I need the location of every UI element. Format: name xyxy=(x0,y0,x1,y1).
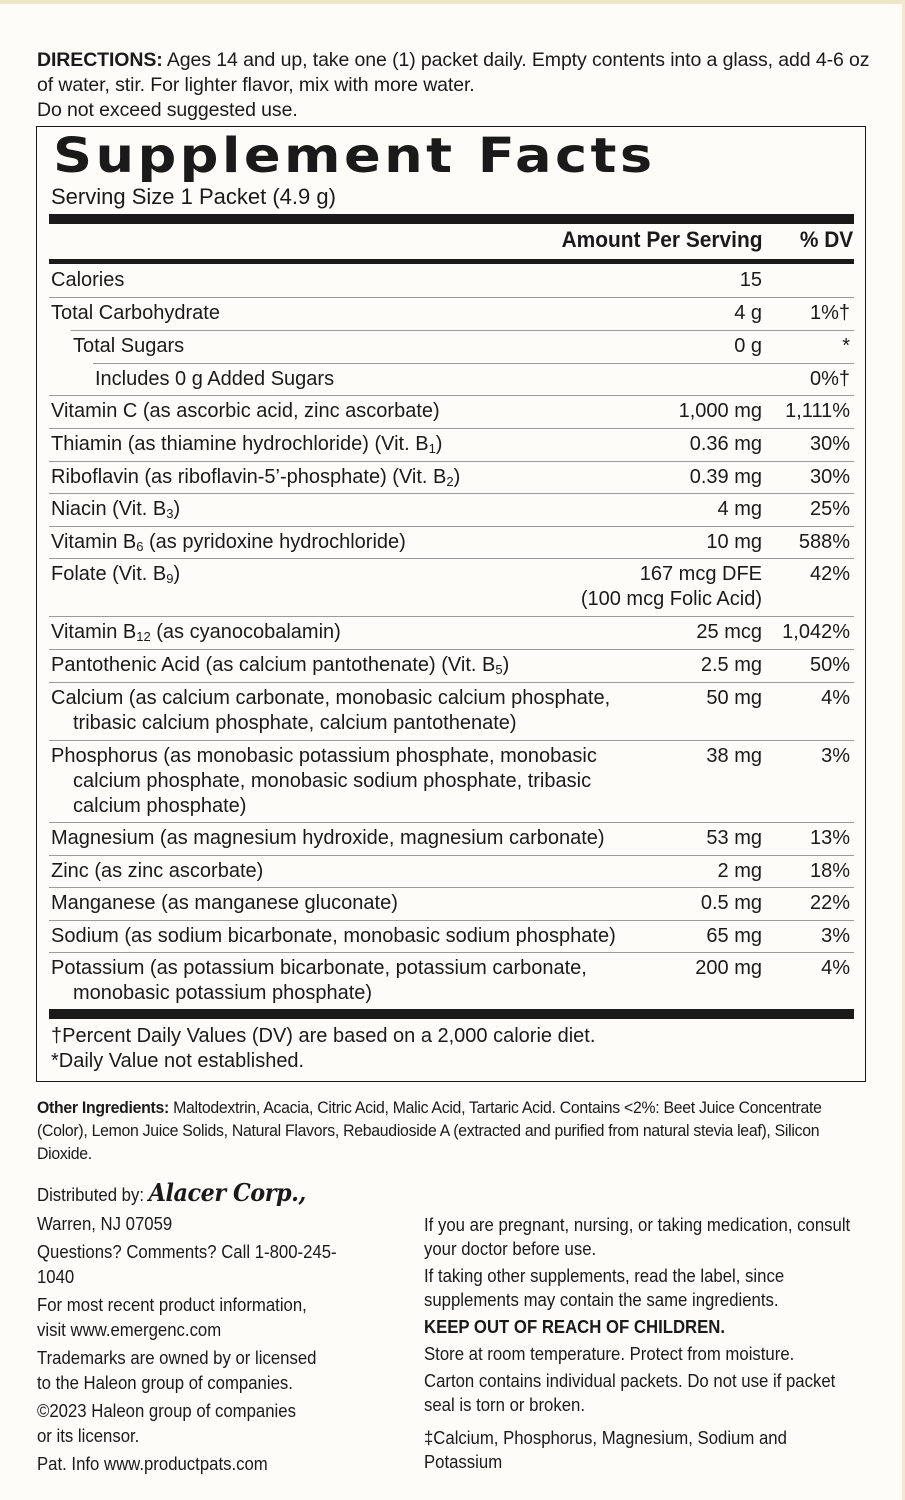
directions-warning: Do not exceed suggested use. xyxy=(37,99,298,121)
nutrient-dv: 50% xyxy=(809,654,850,676)
nutrient-dv: * xyxy=(842,335,850,357)
nutrient-amount: 50 mg xyxy=(706,687,762,709)
table-row xyxy=(49,887,854,920)
directions-label: DIRECTIONS: xyxy=(37,49,163,71)
keep-out-of-reach: KEEP OUT OF REACH OF CHILDREN. xyxy=(424,1317,726,1337)
table-row xyxy=(49,493,854,526)
serving-size: Serving Size 1 Packet (4.9 g) xyxy=(51,184,336,209)
supplements-warning-1: If taking other supplements, read the label, since xyxy=(424,1266,785,1286)
nutrient-dv: 30% xyxy=(809,433,850,455)
table-row xyxy=(49,461,854,494)
nutrient-amount: 1,000 mg xyxy=(678,400,762,422)
distributor-city: Warren, NJ 07059 xyxy=(37,1214,173,1234)
table-row xyxy=(49,616,854,649)
nutrient-name: Vitamin C (as ascorbic acid, zinc ascorbate) xyxy=(51,400,440,422)
nutrient-amount: 167 mcg DFE (100 mcg Folic Acid) xyxy=(580,563,762,610)
nutrient-dv: 1,111% xyxy=(785,400,850,422)
nutrient-name: Manganese (as manganese gluconate) xyxy=(51,892,398,914)
distributed-by-label: Distributed by: xyxy=(37,1185,149,1205)
nutrient-dv: 30% xyxy=(809,466,850,488)
warnings-info xyxy=(424,1213,861,1477)
table-row xyxy=(49,395,854,428)
nutrient-name: Folate (Vit. $B_9$) xyxy=(51,563,181,586)
nutrient-amount: 0.36 mg xyxy=(689,433,762,455)
nutrient-name: Potassium (as potassium bicarbonate, potassium carbonate, monobasic potassium phosphate) xyxy=(51,957,587,1004)
nutrient-amount: 53 mg xyxy=(706,827,762,849)
footnote-not-established: *Daily Value not established. xyxy=(51,1050,305,1072)
header-dv: % DV xyxy=(799,227,853,252)
alacer-corp-logo: Alacer Corp., xyxy=(148,1178,306,1207)
nutrient-dv: 4% xyxy=(821,957,850,979)
nutrient-amount: 25 mcg xyxy=(696,621,762,643)
table-row xyxy=(49,526,854,559)
nutrient-name: Total Carbohydrate xyxy=(51,302,220,324)
table-row xyxy=(49,822,854,855)
directions-body: Ages 14 and up, take one (1) packet daily. Empty contents into a glass, add 4-6 oz of water, stir. For lighter flavor, mix with more water. xyxy=(37,49,870,96)
nutrient-dv: 13% xyxy=(809,827,850,849)
carton-note-1: Carton contains individual packets. Do not use if packet xyxy=(424,1371,836,1391)
nutrient-dv: 42% xyxy=(809,563,850,585)
nutrient-amount: 200 mg xyxy=(695,957,762,979)
product-info-line-1: For most recent product information, xyxy=(37,1295,307,1315)
nutrient-dv: 0%† xyxy=(809,368,850,390)
nutrient-dv: 3% xyxy=(821,745,850,767)
footnote-dv: †Percent Daily Values (DV) are based on a 2,000 calorie diet. xyxy=(51,1025,596,1047)
nutrient-name: Thiamin (as thiamine hydrochloride) (Vit. $B_1$) xyxy=(51,433,443,456)
copyright-line-2: or its licensor. xyxy=(37,1426,140,1446)
other-ingredients-label: Other Ingredients: xyxy=(37,1098,170,1117)
nutrient-amount: 2.5 mg xyxy=(700,654,762,676)
nutrient-dv: 4% xyxy=(821,687,850,709)
supplement-facts-panel xyxy=(36,126,866,1082)
pregnant-warning-1: If you are pregnant, nursing, or taking medication, consult xyxy=(424,1215,851,1235)
nutrient-dv: 25% xyxy=(809,498,850,520)
nutrient-name: Vitamin $B_{12}$ (as cyanocobalamin) xyxy=(51,621,341,644)
table-row xyxy=(49,649,854,682)
trademark-line-1: Trademarks are owned by or licensed xyxy=(37,1348,317,1368)
other-ingredients-text: Maltodextrin, Acacia, Citric Acid, Malic Acid, Tartaric Acid. Contains <2%: Beet Juice Concentrate (Color), Lemon Juice Solids, Natural Flavors, Rebaudioside A (extracted and purified from natural stevia leaf), Silicon Dioxide. xyxy=(37,1098,822,1163)
table-row xyxy=(49,265,854,297)
nutrient-amount: 4 g xyxy=(734,302,762,324)
package-edge xyxy=(0,0,905,4)
table-row xyxy=(49,952,854,1011)
nutrient-amount: 0.39 mg xyxy=(689,466,762,488)
table-row xyxy=(71,330,854,363)
nutrient-name: Riboflavin (as riboflavin-5’-phosphate) (Vit. $B_2$) xyxy=(51,466,461,489)
directions-text xyxy=(37,48,872,123)
divider-medium xyxy=(49,259,854,264)
nutrient-name: Pantothenic Acid (as calcium pantothenate) (Vit. $B_5$) xyxy=(51,654,510,677)
nutrient-amount: 0 g xyxy=(734,335,762,357)
nutrient-name: Phosphorus (as monobasic potassium phosphate, monobasic calcium phosphate, monobasic sodium phosphate, tribasic calcium phosphate) xyxy=(51,745,597,817)
nutrient-amount: 10 mg xyxy=(706,531,762,553)
nutrient-name: Calories xyxy=(51,269,125,291)
table-row xyxy=(49,682,854,741)
nutrient-name: Includes 0 g Added Sugars xyxy=(95,368,335,390)
divider-thick xyxy=(49,214,854,224)
nutrient-name: Sodium (as sodium bicarbonate, monobasic sodium phosphate) xyxy=(51,925,616,947)
storage-instructions: Store at room temperature. Protect from moisture. xyxy=(424,1344,795,1364)
carton-note-2: seal is torn or broken. xyxy=(424,1395,585,1415)
table-row xyxy=(49,297,854,330)
trademark-line-2: to the Haleon group of companies. xyxy=(37,1373,293,1393)
nutrient-dv: 588% xyxy=(798,531,850,553)
other-ingredients xyxy=(37,1096,867,1165)
nutrient-name: Total Sugars xyxy=(73,335,185,357)
nutrient-name: Zinc (as zinc ascorbate) xyxy=(51,860,264,882)
nutrient-name: Vitamin $B_6$ (as pyridoxine hydrochloride) xyxy=(51,531,406,554)
product-info-line-2: visit www.emergenc.com xyxy=(37,1320,222,1340)
distributor-info xyxy=(37,1180,372,1480)
facts-title: Supplement Facts xyxy=(53,128,656,184)
header-amount: Amount Per Serving xyxy=(561,227,762,252)
table-row xyxy=(93,363,854,396)
questions-phone: Questions? Comments? Call 1-800-245-1040 xyxy=(37,1242,337,1287)
nutrient-amount: 0.5 mg xyxy=(700,892,762,914)
nutrient-amount: 15 xyxy=(739,269,762,291)
nutrient-name: Magnesium (as magnesium hydroxide, magnesium carbonate) xyxy=(51,827,605,849)
nutrient-amount: 2 mg xyxy=(717,860,762,882)
table-row xyxy=(49,428,854,461)
nutrient-dv: 1%† xyxy=(809,302,850,324)
divider-thick-bottom xyxy=(49,1009,854,1019)
nutrient-name: Niacin (Vit. $B_3$) xyxy=(51,498,181,521)
nutrient-name: Calcium (as calcium carbonate, monobasic calcium phosphate, tribasic calcium phosphate, calcium pantothenate) xyxy=(51,687,611,734)
copyright-line-1: ©2023 Haleon group of companies xyxy=(37,1401,296,1421)
table-row xyxy=(49,855,854,888)
nutrient-dv: 22% xyxy=(809,892,850,914)
supplements-warning-2: supplements may contain the same ingredients. xyxy=(424,1290,779,1310)
patent-info: Pat. Info www.productpats.com xyxy=(37,1454,268,1474)
table-row xyxy=(49,558,854,617)
double-dagger-note: ‡Calcium, Phosphorus, Magnesium, Sodium and Potassium xyxy=(424,1428,787,1472)
table-row xyxy=(49,740,854,823)
nutrient-amount: 65 mg xyxy=(706,925,762,947)
pregnant-warning-2: your doctor before use. xyxy=(424,1239,597,1259)
nutrient-amount: 4 mg xyxy=(717,498,762,520)
nutrient-dv: 18% xyxy=(809,860,850,882)
table-row xyxy=(49,920,854,953)
nutrient-dv: 3% xyxy=(821,925,850,947)
nutrient-dv: 1,042% xyxy=(782,621,850,643)
nutrient-amount: 38 mg xyxy=(706,745,762,767)
